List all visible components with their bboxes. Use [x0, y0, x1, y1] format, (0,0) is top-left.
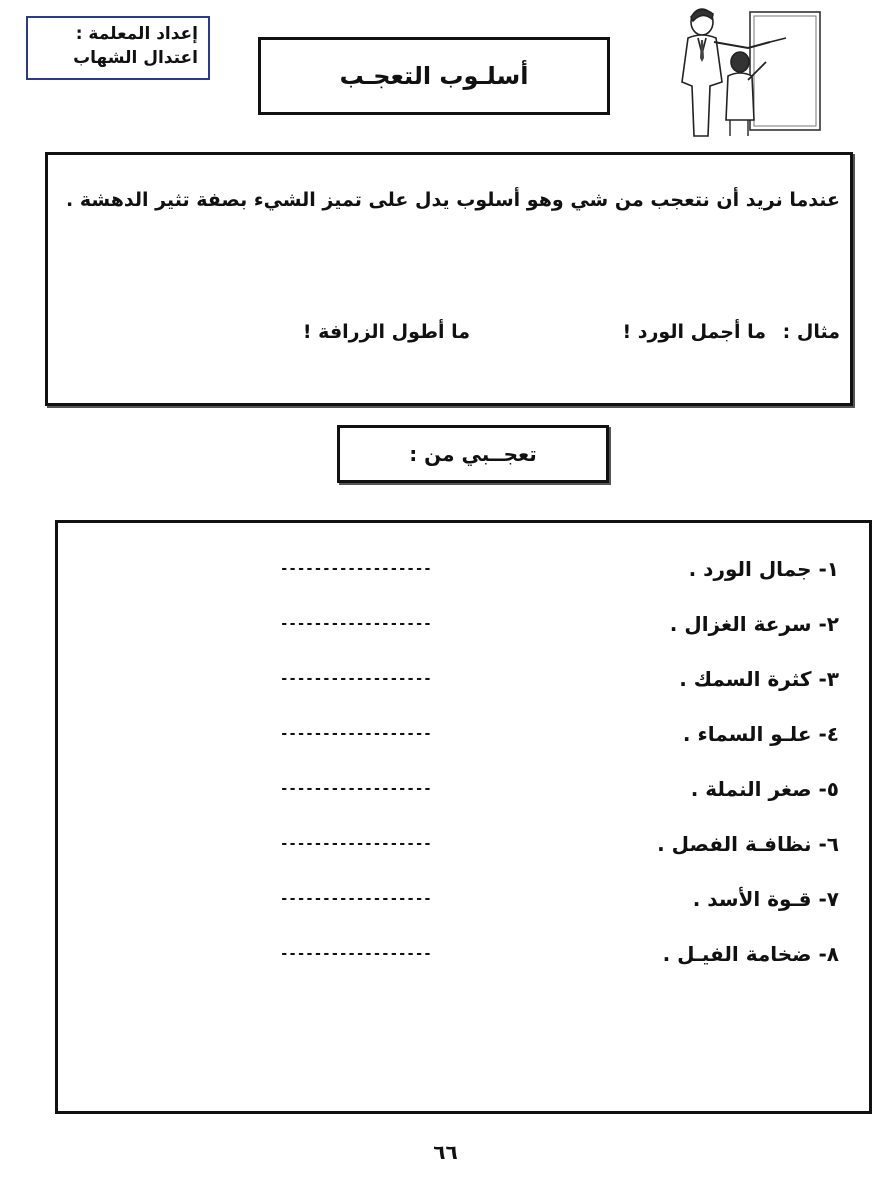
exercise-prompt: ١- جمال الورد . [688, 557, 839, 581]
exercise-prompt: ٢- سرعة الغزال . [669, 612, 839, 636]
exercise-item [58, 769, 869, 809]
answer-blank[interactable]: ------------------ [280, 891, 432, 907]
exercise-item [58, 714, 869, 754]
exercise-item [58, 659, 869, 699]
answer-blank[interactable]: ------------------ [280, 671, 432, 687]
exercise-prompt: ٣- كثرة السمك . [679, 667, 839, 691]
exercise-item [58, 549, 869, 589]
answer-blank[interactable]: ------------------ [280, 726, 432, 742]
credit-line-2: اعتدال الشهاب [73, 48, 198, 68]
example-sentence-1: ما أجمل الورد ! [622, 321, 766, 343]
exercise-prompt: ٨- ضخامة الفيـل . [662, 942, 839, 966]
teacher-at-board-icon [652, 2, 827, 137]
exercise-prompt: ٦- نظافـة الفصل . [657, 832, 839, 856]
exercise-item [58, 604, 869, 644]
exercise-item [58, 824, 869, 864]
page-number: ٦٦ [433, 1140, 458, 1164]
exercise-item [58, 879, 869, 919]
exercise-item [58, 934, 869, 974]
page-title: أسلـوب التعجـب [339, 62, 529, 90]
exercise-prompt: ٥- صغر النملة . [690, 777, 839, 801]
instruction-text: تعجــبي من : [409, 442, 537, 466]
definition-text: عندما نريد أن نتعجب من شي وهو أسلوب يدل على تميز الشيء بصفة تثير الدهشة . [66, 189, 840, 211]
example-label: مثال : [782, 321, 840, 343]
answer-blank[interactable]: ------------------ [280, 561, 432, 577]
page-title-box [258, 37, 610, 115]
answer-blank[interactable]: ------------------ [280, 616, 432, 632]
answer-blank[interactable]: ------------------ [280, 781, 432, 797]
exercise-prompt: ٧- قـوة الأسد . [692, 887, 839, 911]
instruction-box [337, 425, 609, 483]
answer-blank[interactable]: ------------------ [280, 946, 432, 962]
example-sentence-2: ما أطول الزرافة ! [302, 321, 470, 343]
exercise-prompt: ٤- علـو السماء . [682, 722, 839, 746]
answer-blank[interactable]: ------------------ [280, 836, 432, 852]
teacher-credit-box [26, 16, 210, 80]
credit-line-1: إعداد المعلمة : [75, 24, 198, 44]
exercise-box [55, 520, 872, 1114]
definition-box [45, 152, 853, 406]
